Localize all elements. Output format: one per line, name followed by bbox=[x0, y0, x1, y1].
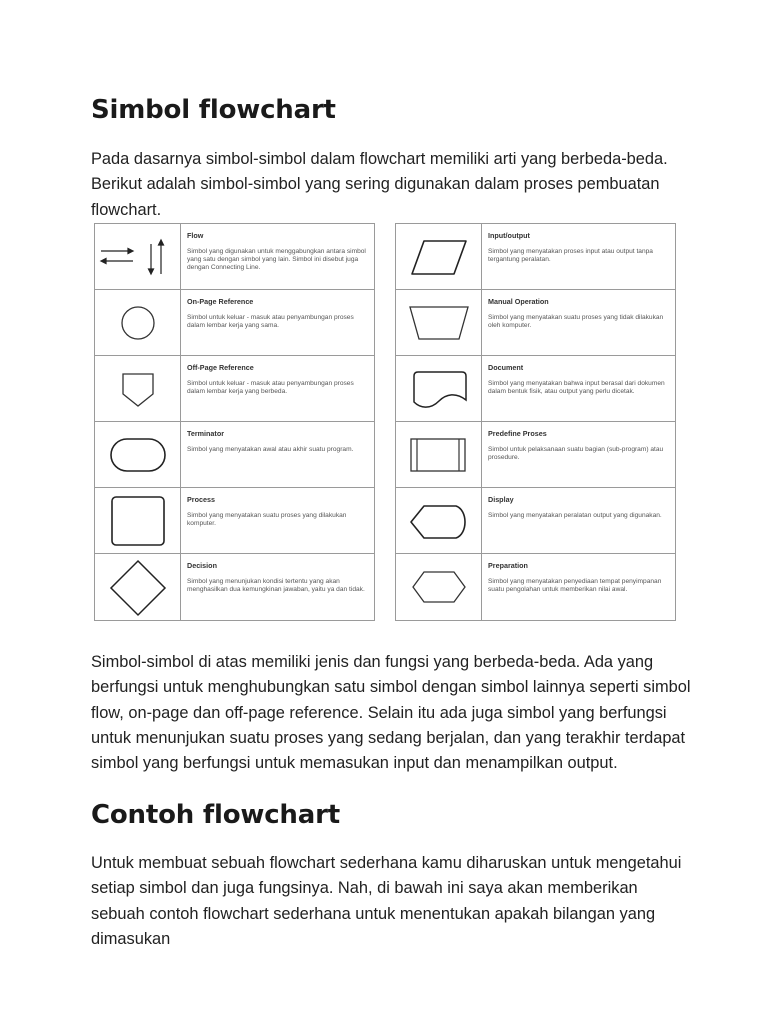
symbol-description: Simbol untuk keluar - masuk atau penyambungan proses dalam lembar kerja yang sama. bbox=[187, 314, 354, 330]
section-heading-contoh-flowchart: Contoh flowchart bbox=[91, 800, 340, 830]
symbol-row-preparation bbox=[396, 554, 675, 620]
section-heading-simbol-flowchart: Simbol flowchart bbox=[91, 95, 336, 125]
symbol-description: Simbol untuk keluar - masuk atau penyambungan proses dalam lembar kerja yang berbeda. bbox=[187, 380, 354, 396]
symbol-row-flow bbox=[95, 224, 374, 290]
off-page-connector-icon bbox=[95, 356, 181, 421]
preparation-icon bbox=[396, 554, 482, 620]
input-output-icon bbox=[396, 224, 482, 289]
symbol-title: Off-Page Reference bbox=[187, 363, 254, 372]
symbol-row-document bbox=[396, 356, 675, 422]
symbol-description: Simbol yang digunakan untuk menggabungkan antara simbol yang satu dengan simbol yang lain. Simbol ini disebut juga dengan Connecting Line. bbox=[187, 248, 366, 272]
terminator-icon bbox=[95, 422, 181, 487]
symbol-row-process bbox=[95, 488, 374, 554]
symbol-description: Simbol yang menyatakan peralatan output yang digunakan. bbox=[488, 512, 662, 519]
symbol-title: Preparation bbox=[488, 561, 528, 570]
symbol-description: Simbol yang menyatakan proses input atau output tanpa tergantung peralatan. bbox=[488, 248, 653, 264]
symbol-row-terminator bbox=[95, 422, 374, 488]
process-icon bbox=[95, 488, 181, 553]
example-intro-paragraph: Untuk membuat sebuah flowchart sederhana kamu diharuskan untuk mengetahui setiap simbol dan juga fungsinya. Nah, di bawah ini saya akan memberikan sebuah contoh flowchart sederhana untuk menentukan apakah bilangan yang dimasukan bbox=[91, 854, 682, 948]
symbol-title: Document bbox=[488, 363, 524, 372]
symbol-title: Process bbox=[187, 495, 215, 504]
document-icon bbox=[396, 356, 482, 421]
symbol-title: Predefine Proses bbox=[488, 429, 547, 438]
symbol-title: Terminator bbox=[187, 429, 225, 438]
symbol-description: Simbol yang menyatakan awal atau akhir suatu program. bbox=[187, 446, 354, 453]
manual-operation-icon bbox=[396, 290, 482, 355]
symbol-row-off-page-reference bbox=[95, 356, 374, 422]
symbol-description: Simbol yang menunjukan kondisi tertentu yang akan menghasilkan dua kemungkinan jawaban, yaitu ya dan tidak. bbox=[187, 578, 365, 594]
symbol-row-manual-operation bbox=[396, 290, 675, 356]
symbol-description: Simbol yang menyatakan suatu proses yang tidak dilakukan oleh komputer. bbox=[488, 314, 664, 330]
symbol-summary-paragraph: Simbol-simbol di atas memiliki jenis dan fungsi yang berbeda-beda. Ada yang berfungsi untuk menghubungkan satu simbol dengan simbol lainnya seperti simbol flow, on-page dan off-page reference. Selain itu ada juga simbol yang berfungsi untuk menunjukan suatu proses yang sedang berjalan, dan yang terakhir terdapat simbol yang berfungsi untuk memasukan input dan menampilkan output. bbox=[91, 653, 691, 773]
display-icon bbox=[396, 488, 482, 553]
flow-arrows-icon bbox=[95, 224, 181, 289]
decision-icon bbox=[95, 554, 181, 620]
symbol-description: Simbol yang menyatakan suatu proses yang dilakukan komputer. bbox=[187, 512, 347, 528]
symbol-row-display bbox=[396, 488, 675, 554]
symbol-table-right bbox=[395, 223, 676, 621]
symbol-title: Manual Operation bbox=[488, 297, 549, 306]
symbol-title: Flow bbox=[187, 231, 204, 240]
symbol-row-predefined-process bbox=[396, 422, 675, 488]
symbol-description: Simbol yang menyatakan penyediaan tempat penyimpanan suatu pengolahan untuk memberikan nilai awal. bbox=[488, 578, 662, 594]
intro-paragraph: Pada dasarnya simbol-simbol dalam flowchart memiliki arti yang berbeda-beda. Berikut adalah simbol-simbol yang sering digunakan dalam proses pembuatan flowchart. bbox=[91, 150, 668, 219]
symbol-row-on-page-reference bbox=[95, 290, 374, 356]
symbol-row-decision bbox=[95, 554, 374, 620]
symbol-description: Simbol untuk pelaksanaan suatu bagian (sub-program) atau prosedure. bbox=[488, 446, 664, 462]
symbol-title: On-Page Reference bbox=[187, 297, 254, 306]
symbol-row-input-output bbox=[396, 224, 675, 290]
predefined-process-icon bbox=[396, 422, 482, 487]
symbol-table-left bbox=[94, 223, 375, 621]
symbol-title: Display bbox=[488, 495, 514, 504]
symbol-title: Input/output bbox=[488, 231, 530, 240]
symbol-title: Decision bbox=[187, 561, 217, 570]
circle-connector-icon bbox=[95, 290, 181, 355]
symbol-description: Simbol yang menyatakan bahwa input berasal dari dokumen dalam bentuk fisik, atau output yang perlu dicetak. bbox=[488, 380, 665, 396]
